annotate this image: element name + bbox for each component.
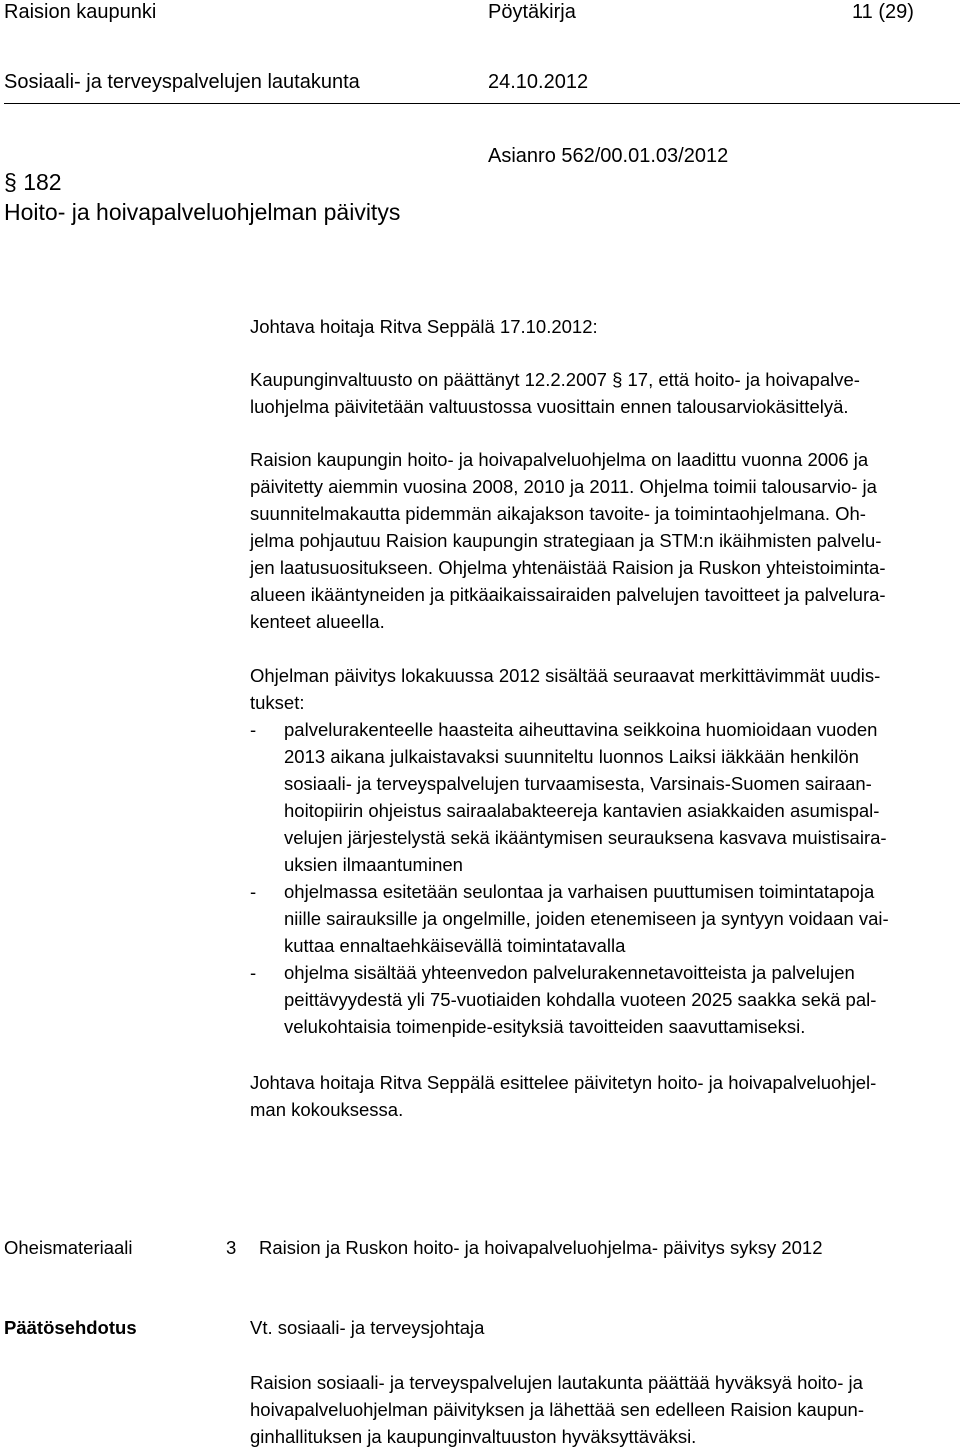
paragraph-line: Ohjelman päivitys lokakuussa 2012 sisältää seuraavat merkittävimmät uudis-	[250, 665, 881, 686]
bullet-line: 2013 aikana julkaistavaksi suunniteltu luonnos Laiksi iäkkään henkilön	[284, 746, 859, 767]
proposal-text	[250, 1369, 950, 1450]
bullet-line: palvelurakenteelle haasteita aiheuttavina seikkoina huomioidaan vuoden	[284, 719, 878, 740]
paragraph-line: Raision sosiaali- ja terveyspalvelujen lautakunta päättää hyväksyä hoito- ja	[250, 1372, 863, 1393]
paragraph-line: jen laatusuositukseen. Ohjelma yhtenäistää Raision ja Ruskon yhteistoiminta-	[250, 557, 886, 578]
header-committee: Sosiaali- ja terveyspalvelujen lautakunta	[4, 71, 360, 93]
paragraph-4	[250, 1069, 950, 1123]
paragraph-line: tukset:	[250, 692, 305, 713]
bullet-dash: -	[250, 881, 257, 902]
paragraph-line: Johtava hoitaja Ritva Seppälä esittelee päivitetyn hoito- ja hoivapalveluohjel-	[250, 1072, 877, 1093]
section-sign: §	[4, 169, 17, 195]
case-number-value: 182	[23, 169, 62, 195]
header-date: 24.10.2012	[488, 71, 589, 93]
paragraph-line: Raision kaupungin hoito- ja hoivapalveluohjelma on laadittu vuonna 2006 ja	[250, 449, 869, 470]
bullet-line: uksien ilmaantuminen	[284, 854, 463, 875]
attachment-title: Raision ja Ruskon hoito- ja hoivapalveluohjelma- päivitys syksy 2012	[259, 1237, 823, 1258]
bullet-item	[250, 959, 950, 1040]
header-page-number: 11 (29)	[852, 1, 914, 23]
proposal-label: Päätösehdotus	[4, 1317, 137, 1338]
paragraph-line: hoivapalveluohjelman päivityksen ja lähettää sen edelleen Raision kaupun-	[250, 1399, 864, 1420]
bullet-line: peittävyydestä yli 75-vuotiaiden kohdalla vuoteen 2025 saakka sekä pal-	[284, 989, 877, 1010]
paragraph-line: Kaupunginvaltuusto on päättänyt 12.2.2007 § 17, että hoito- ja hoivapalve-	[250, 369, 860, 390]
bullet-line: niille sairauksille ja ongelmille, joiden etenemiseen ja syntyyn voidaan vai-	[284, 908, 889, 929]
bullet-line: kuttaa ennaltaehkäisevällä toimintatavalla	[284, 935, 626, 956]
paragraph-line: kenteet alueella.	[250, 611, 385, 632]
bullet-line: ohjelma sisältää yhteenvedon palvelurakennetavoitteista ja palvelujen	[284, 962, 855, 983]
paragraph-2	[250, 446, 950, 635]
bullet-line: ohjelmassa esitetään seulontaa ja varhaisen puuttumisen toimintatapoja	[284, 881, 875, 902]
bullet-line: hoitopiirin ohjeistus sairaalabakteereja kantavien asiakkaiden asumispal-	[284, 800, 880, 821]
case-number	[4, 166, 62, 198]
case-asianro: Asianro 562/00.01.03/2012	[488, 145, 729, 167]
bullet-line: sosiaali- ja terveyspalvelujen turvaamisesta, Varsinais-Suomen sairaan-	[284, 773, 872, 794]
bullet-line: velukohtaisia toimenpide-esityksiä tavoitteiden saavuttamiseksi.	[284, 1016, 806, 1037]
bullet-dash: -	[250, 719, 257, 740]
paragraph-line: luohjelma päivitetään valtuustossa vuosittain ennen talousarviokäsittelyä.	[250, 396, 849, 417]
intro-line: Johtava hoitaja Ritva Seppälä 17.10.2012:	[250, 316, 598, 337]
bullet-item	[250, 716, 950, 878]
attachment-number: 3	[226, 1237, 237, 1258]
proposal-presenter: Vt. sosiaali- ja terveysjohtaja	[250, 1317, 485, 1338]
header-org: Raision kaupunki	[4, 1, 157, 23]
case-title: Hoito- ja hoivapalveluohjelman päivitys	[4, 199, 401, 225]
paragraph-1	[250, 366, 950, 420]
paragraph-line: ginhallituksen ja kaupunginvaltuuston hyväksyttäväksi.	[250, 1426, 697, 1447]
attachment-label: Oheismateriaali	[4, 1237, 133, 1258]
paragraph-line: jelma pohjautuu Raision kaupungin strategiaan ja STM:n ikäihmisten palvelu-	[250, 530, 882, 551]
header-divider	[4, 103, 960, 104]
paragraph-line: man kokouksessa.	[250, 1099, 404, 1120]
paragraph-line: päivitetty aiemmin vuosina 2008, 2010 ja 2011. Ohjelma toimii talousarvio- ja	[250, 476, 877, 497]
paragraph-3	[250, 662, 950, 716]
paragraph-line: alueen ikääntyneiden ja pitkäaikaissairaiden palvelujen tavoitteet ja palvelura-	[250, 584, 886, 605]
bullet-line: velujen järjestelystä sekä ikääntymisen seurauksena kasvava muistisaira-	[284, 827, 887, 848]
bullet-item	[250, 878, 950, 959]
paragraph-line: suunnitelmakautta pidemmän aikajakson tavoite- ja toimintaohjelmana. Oh-	[250, 503, 866, 524]
bullet-dash: -	[250, 962, 257, 983]
header-doc-type: Pöytäkirja	[488, 1, 576, 23]
